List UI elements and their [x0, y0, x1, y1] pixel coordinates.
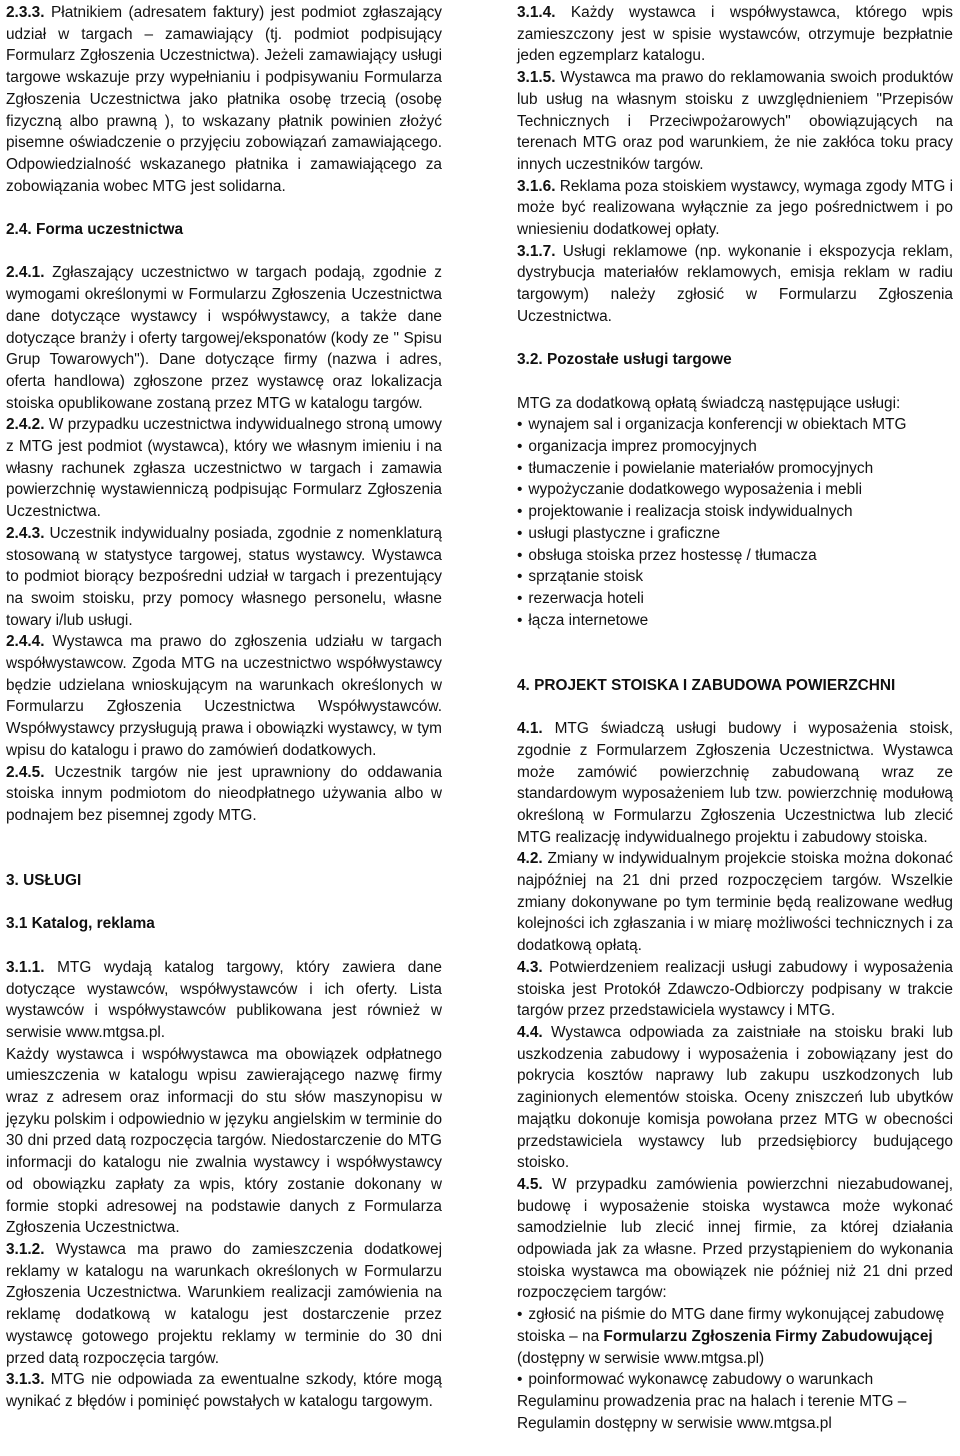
- list-item: • sprzątanie stoisk: [517, 566, 953, 588]
- services-list: [517, 414, 953, 631]
- para-3-1-2: 3.1.2. Wystawca ma prawo do zamieszczenia dodatkowej reklamy w katalogu na warunkach określonych w Formularzu Zgłoszenia Uczestnictwa. Warunkiem realizacji zamówienia na reklamę dodatkową w katalogu jest dostarczenie przez wystawcę gotowego projektu reklamy w terminie do 30 dni przed datą rozpoczęcia targów.: [6, 1241, 442, 1367]
- para-3-1-5: 3.1.5. Wystawca ma prawo do reklamowania swoich produktów lub usług na własnym stoisku z uwzględnieniem "Przepisów Technicznych i Przeciwpożarowych" obowiązujących na terenach MTG oraz pod warunkiem, że nie zakłóca toku pracy innych uczestników targów.: [517, 69, 953, 173]
- para-3-1-1: 3.1.1. MTG wydają katalog targowy, który zawiera dane dotyczące wystawców, współwystawców i ich oferty. Lista wystawców i współwystawców publikowana jest również w serwisie www.mtgsa.pl.: [6, 958, 442, 1041]
- heading-2-4: 2.4. Forma uczestnictwa: [6, 221, 184, 239]
- para-4-3: 4.3. Potwierdzeniem realizacji usługi zabudowy i wyposażenia stoiska jest Protokół Zdawczo-Odbiorczy podpisany w trakcie targów przez przedstawiciela wystawcy i MTG.: [517, 958, 953, 1020]
- para-3-1-1-b: Każdy wystawca i współwystawca ma obowiązek odpłatnego umieszczenia w katalogu wpisu zawierającego nazwę firmy wraz z adresem oraz informacji do stu słów maszynopisu w języku polskim i odpowiednio w języku angielskim w terminie do 30 dni przed datą rozpoczęcia targów. Niedostarczenie do MTG informacji do katalogu nie zwalnia wystawcy i współwystawcy od obowiązku zapłaty za wpis, który zostanie dokonany w formie stopki adresowej na podstawie danych z Formularza Zgłoszenia Uczestnictwa.: [6, 1045, 442, 1237]
- list-item: • zgłosić na piśmie do MTG dane firmy wykonującej zabudowę stoiska – na Formularzu Zgłoszenia Firmy Zabudowującej (dostępny w serwisie www.mtgsa.pl): [517, 1304, 953, 1369]
- para-4-5: 4.5. W przypadku zamówienia powierzchni niezabudowanej, budowę i wyposażenie stoiska wystawca może wykonać samodzielnie lub zlecić innej firmie, za której działania odpowiada jak za własne. Przed przystąpieniem do wykonania stoiska wystawca ma obowiązek nie później niż 21 dni przed rozpoczęciem targów:: [517, 1175, 953, 1302]
- list-item: • organizacja imprez promocyjnych: [517, 436, 953, 458]
- para-2-4-2: 2.4.2. W przypadku uczestnictwa indywidualnego stroną umowy z MTG jest podmiot (wystawca), który we własnym imieniu i na własny rachunek zgłasza uczestnictwo w targach i zamawia powierzchnię wystawienniczą podpisując Formularz Zgłoszenia Uczestnictwa.: [6, 416, 442, 521]
- para-2-4-3: 2.4.3. Uczestnik indywidualny posiada, zgodnie z nomenklaturą stosowaną w statystyce targowej, status wystawcy. Wystawca to podmiot biorący bezpośredni udział w targach i prezentujący na swoim stoisku, przy pomocy własnego personelu, własne towary i/lub usługi.: [6, 524, 442, 629]
- right-column: [517, 2, 953, 1434]
- heading-4: 4. PROJEKT STOISKA I ZABUDOWA POWIERZCHNI: [517, 676, 896, 694]
- list-item: • poinformować wykonawcę zabudowy o warunkach Regulaminu prowadzenia prac na halach i terenie MTG – Regulamin dostępny w serwisie www.mtgsa.pl: [517, 1369, 953, 1434]
- list-item: • wynajem sal i organizacja konferencji w obiektach MTG: [517, 414, 953, 436]
- list-item: • obsługa stoiska przez hostessę / tłumacza: [517, 545, 953, 567]
- para-3-1-4: 3.1.4. Każdy wystawca i współwystawca, którego wpis zamieszczony jest w spisie wystawców, otrzymuje bezpłatnie jeden egzemplarz katalogu.: [517, 4, 953, 65]
- list-item: • rezerwacja hoteli: [517, 588, 953, 610]
- para-3-1-3: 3.1.3. MTG nie odpowiada za ewentualne szkody, które mogą wynikać z błędów i pominięć powstałych w katalogu targowym.: [6, 1371, 442, 1410]
- left-column: [6, 2, 442, 1413]
- list-item: • łącza internetowe: [517, 610, 953, 632]
- heading-3: 3. USŁUGI: [6, 872, 82, 890]
- heading-3-1: 3.1 Katalog, reklama: [6, 915, 155, 933]
- para-3-1-6: 3.1.6. Reklama poza stoiskiem wystawcy, wymaga zgody MTG i może być realizowana wyłącznie za jego pośrednictwem i po wniesieniu dodatkowej opłaty.: [517, 177, 953, 239]
- heading-3-2: 3.2. Pozostałe usługi targowe: [517, 351, 732, 369]
- list-item: • tłumaczenie i powielanie materiałów promocyjnych: [517, 458, 953, 480]
- requirements-list: [517, 1304, 953, 1434]
- list-item: • usługi plastyczne i graficzne: [517, 523, 953, 545]
- para-4-1: 4.1. MTG świadczą usługi budowy i wyposażenia stoisk, zgodnie z Formularzem Zgłoszenia Uczestnictwa. Wystawca może zamówić powierzchnię zabudowaną wraz ze standardowym wyposażeniem lub tzw. powierzchnię modułową określoną w Formularzu Zgłoszenia Uczestnictwa lub zlecić MTG realizację indywidualnego projektu i zabudowy stoiska.: [517, 720, 953, 846]
- para-3-1-7: 3.1.7. Usługi reklamowe (np. wykonanie i ekspozycja reklam, dystrybucja materiałów reklamowych, emisja reklam w radiu targowym) należy zgłosić w Formularzu Zgłoszenia Uczestnictwa.: [517, 242, 953, 325]
- para-4-4: 4.4. Wystawca odpowiada za zaistniałe na stoisku braki lub uszkodzenia zabudowy i wyposażenia i zobowiązany jest do pokrycia kosztów naprawy lub zakupu uszkodzonych lub zaginionych elementów stoiska. Oceny zniszczeń lub ubytków majątku dokonuje komisja powołana przez MTG w obecności przedstawiciela wystawcy lub przedsiębiorcy budującego stoisko.: [517, 1023, 953, 1172]
- para-2-3-3: 2.3.3. Płatnikiem (adresatem faktury) jest podmiot zgłaszający udział w targach – zamawiający (tj. podmiot podpisujący Formularz Zgłoszenia Uczestnictwa). Jeżeli zamawiający usługi targowe wskazuje przy wypełnianiu i podpisywaniu Formularza Zgłoszenia Uczestnictwa jako płatnika osobę trzecią (osobę fizyczną albo prawną ), to wskazany płatnik powinien złożyć pisemne oświadczenie o przyjęciu zobowiązań zamawiającego. Odpowiedzialność wskazanego płatnika i zamawiającego za zobowiązania wobec MTG jest solidarna.: [6, 4, 442, 195]
- list-item: • projektowanie i realizacja stoisk indywidualnych: [517, 501, 953, 523]
- para-2-4-1: 2.4.1. Zgłaszający uczestnictwo w targach podają, zgodnie z wymogami określonymi w Formularzu Zgłoszenia Uczestnictwa dane dotyczące wystawcy i współwystawcy, a także dane dotyczące branży i oferty targowej/eksponatów (kody ze " Spisu Grup Towarowych"). Dane dotyczące firmy (nazwa i adres, oferta handlowa) zgłoszone przez wystawcę oraz lokalizacja stoiska opublikowane zostaną przez MTG w katalogu targów.: [6, 264, 442, 412]
- para-2-4-5: 2.4.5. Uczestnik targów nie jest uprawniony do oddawania stoiska innym podmiotom do nieodpłatnego używania albo w podnajem bez pisemnej zgody MTG.: [6, 763, 442, 824]
- para-2-4-4: 2.4.4. Wystawca ma prawo do zgłoszenia udziału w targach współwystawcow. Zgoda MTG na uczestnictwo współwystawcy będzie udzielana wnioskującym na warunkach określonych w Formularzu Zgłoszenia Uczestnictwa Współwystawców. Współwystawcy przysługują prawa i obowiązki wystawcy, w tym wpisu do katalogu i prawo do zamówień dodatkowych.: [6, 633, 442, 759]
- para-4-2: 4.2. Zmiany w indywidualnym projekcie stoiska można dokonać najpóźniej na 21 dni przed rozpoczęciem targów. Wszelkie zmiany dokonywane po tym terminie będą realizowane według kolejności ich zgłaszania i w miarę możliwości technicznych i za dodatkową opłatą.: [517, 850, 953, 955]
- services-intro: MTG za dodatkową opłatą świadczą następujące usługi:: [517, 394, 901, 412]
- list-item: • wypożyczanie dodatkowego wyposażenia i mebli: [517, 479, 953, 501]
